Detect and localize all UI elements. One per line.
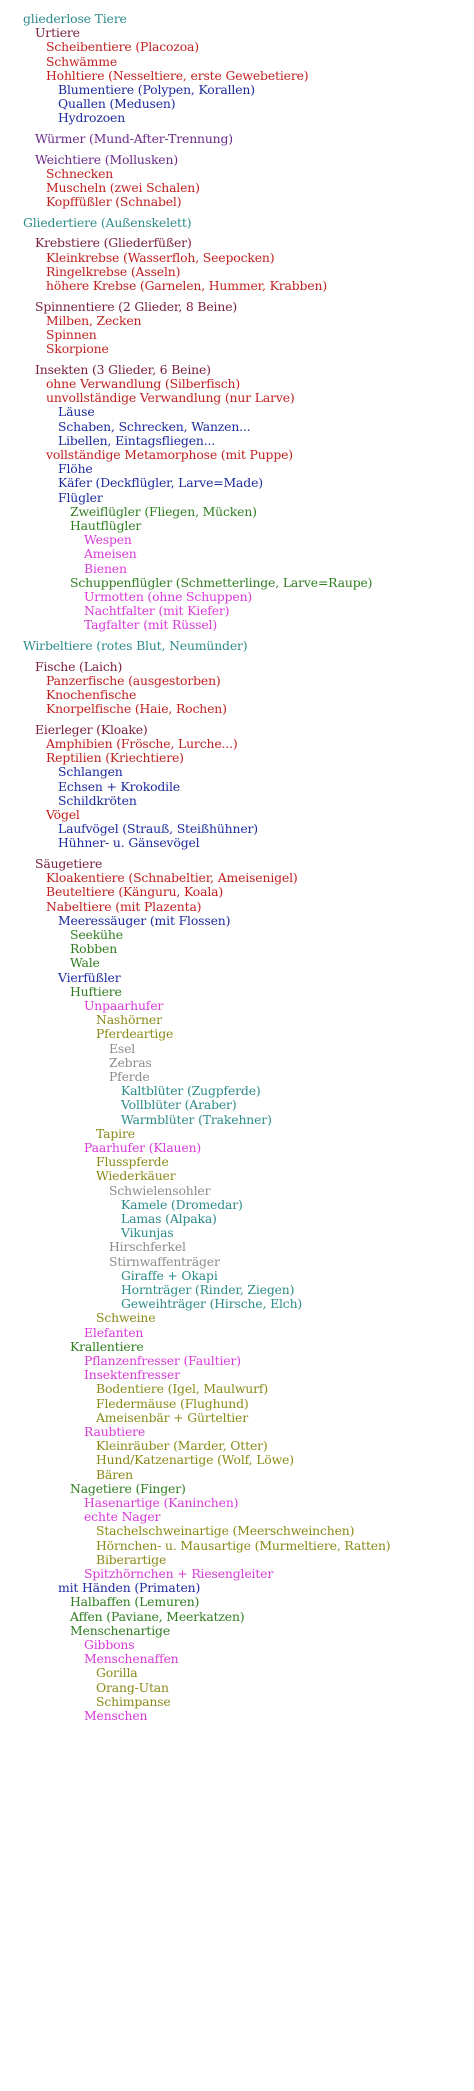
tree-node-level-6: Bodentiere (Igel, Maulwurf) <box>96 1381 269 1397</box>
tree-node-level-1: Spinnentiere (2 Glieder, 8 Beine) <box>35 298 238 314</box>
tree-node-level-4: Hautflügler <box>70 518 142 533</box>
tree-node-level-4: Wale <box>70 955 100 971</box>
tree-node-level-2: Ringelkrebse (Asseln) <box>46 263 181 279</box>
tree-node-level-2: Hohltiere (Nesseltiere, erste Gewebetiere) <box>46 67 309 83</box>
tree-node-level-5: Gibbons <box>84 1637 135 1652</box>
tree-node-level-4: Menschenartige <box>70 1622 171 1638</box>
tree-node-level-2: Knorpelfische (Haie, Rochen) <box>46 701 227 717</box>
tree-node-level-7: Esel <box>109 1040 136 1056</box>
tree-node-level-3: Quallen (Medusen) <box>58 96 176 112</box>
tree-node-level-5: Pflanzenfresser (Faultier) <box>84 1353 241 1368</box>
tree-node-level-8: Warmblüter (Trakehner) <box>121 1111 272 1127</box>
tree-node-level-2: Spinnen <box>46 327 97 342</box>
tree-node-level-6: Kleinräuber (Marder, Otter) <box>96 1438 268 1454</box>
tree-node-level-6: Bären <box>96 1466 133 1482</box>
tree-node-level-6: Schweine <box>96 1310 156 1326</box>
tree-node-level-2: Scheibentiere (Placozoa) <box>46 39 199 55</box>
tree-node-level-1: Fische (Laich) <box>35 658 123 674</box>
tree-node-level-3: Schildkröten <box>58 792 137 808</box>
tree-node-level-5: Spitzhörnchen + Riesengleiter <box>84 1566 274 1581</box>
tree-node-level-2: Vögel <box>46 807 80 822</box>
tree-node-level-3: Schaben, Schrecken, Wanzen... <box>58 418 251 434</box>
tree-node-level-2: Schwämme <box>46 53 118 69</box>
tree-node-level-8: Lamas (Alpaka) <box>121 1211 217 1226</box>
tree-node-level-5: Elefanten <box>84 1324 144 1340</box>
tree-node-level-8: Vikunjas <box>121 1225 174 1241</box>
tree-node-level-3: Schlangen <box>58 764 123 780</box>
tree-node-level-2: Kopffüßler (Schnabel) <box>46 194 182 210</box>
tree-node-level-0: Wirbeltiere (rotes Blut, Neumünder) <box>23 638 248 653</box>
tree-node-level-8: Geweihträger (Hirsche, Elch) <box>121 1296 303 1312</box>
tree-node-level-6: Gorilla <box>96 1665 138 1681</box>
tree-node-level-6: Schimpanse <box>96 1693 171 1709</box>
tree-node-level-1: Weichtiere (Mollusken) <box>35 151 179 167</box>
tree-node-level-2: unvollständige Verwandlung (nur Larve) <box>46 390 295 406</box>
tree-node-level-8: Hornträger (Rinder, Ziegen) <box>121 1282 295 1297</box>
tree-node-level-3: Flöhe <box>58 461 93 477</box>
tree-node-level-1: Eierleger (Kloake) <box>35 721 148 737</box>
tree-node-level-5: Hasenartige (Kaninchen) <box>84 1495 239 1510</box>
tree-node-level-2: vollständige Metamorphose (mit Puppe) <box>46 447 293 462</box>
tree-node-level-8: Kamele (Dromedar) <box>121 1196 243 1212</box>
tree-node-level-5: Paarhufer (Klauen) <box>84 1140 202 1155</box>
tree-node-level-1: Säugetiere <box>35 856 103 871</box>
tree-node-level-2: Milben, Zecken <box>46 312 142 328</box>
tree-node-level-3: Laufvögel (Strauß, Steißhühner) <box>58 821 258 837</box>
tree-node-level-6: Tapire <box>96 1125 135 1141</box>
tree-node-level-2: Reptilien (Kriechtiere) <box>46 750 184 766</box>
tree-node-level-4: Nagetiere (Finger) <box>70 1480 186 1496</box>
tree-node-level-2: Beuteltiere (Känguru, Koala) <box>46 884 224 900</box>
tree-node-level-6: Hörnchen- u. Mausartige (Murmeltiere, Ratten) <box>96 1537 391 1553</box>
tree-node-level-2: Nabeltiere (mit Plazenta) <box>46 898 202 914</box>
tree-node-level-6: Wiederkäuer <box>96 1168 176 1184</box>
tree-node-level-6: Fledermäuse (Flughund) <box>96 1395 249 1411</box>
tree-node-level-5: Unpaarhufer <box>84 998 164 1013</box>
tree-node-level-4: Krallentiere <box>70 1338 144 1354</box>
tree-node-level-2: Schnecken <box>46 165 114 181</box>
tree-node-level-7: Schwielensohler <box>109 1182 211 1198</box>
tree-node-level-5: Urmotten (ohne Schuppen) <box>84 589 253 604</box>
tree-node-level-4: Robben <box>70 941 118 957</box>
tree-node-level-2: Skorpione <box>46 341 109 357</box>
tree-node-level-5: Bienen <box>84 560 127 576</box>
tree-node-level-2: Amphibien (Frösche, Lurche...) <box>46 736 238 751</box>
tree-node-level-4: Affen (Paviane, Meerkatzen) <box>70 1608 245 1624</box>
tree-node-level-2: Muscheln (zwei Schalen) <box>46 180 200 195</box>
tree-node-level-4: Halbaffen (Lemuren) <box>70 1594 200 1610</box>
tree-node-level-5: Wespen <box>84 532 132 548</box>
tree-node-level-8: Giraffe + Okapi <box>121 1267 218 1283</box>
tree-node-level-4: Zweiflügler (Fliegen, Mücken) <box>70 503 257 519</box>
tree-node-level-6: Biberartige <box>96 1551 167 1567</box>
tree-node-level-6: Stachelschweinartige (Meerschweinchen) <box>96 1523 355 1539</box>
tree-node-level-6: Nashörner <box>96 1012 162 1028</box>
tree-node-level-6: Orang-Utan <box>96 1679 169 1695</box>
tree-node-level-5: Raubtiere <box>84 1424 146 1439</box>
tree-node-level-2: höhere Krebse (Garnelen, Hummer, Krabben) <box>46 278 328 293</box>
tree-node-level-2: Panzerfische (ausgestorben) <box>46 672 221 688</box>
tree-node-level-4: Huftiere <box>70 983 122 999</box>
tree-node-level-2: Knochenfische <box>46 687 137 702</box>
tree-node-level-3: Meeressäuger (mit Flossen) <box>58 912 231 928</box>
tree-node-level-1: Urtiere <box>35 25 80 41</box>
tree-node-level-2: Kleinkrebse (Wasserfloh, Seepocken) <box>46 249 275 265</box>
tree-node-level-1: Insekten (3 Glieder, 6 Beine) <box>35 361 211 377</box>
tree-node-level-3: Echsen + Krokodile <box>58 778 180 794</box>
tree-node-level-3: Libellen, Eintagsfliegen... <box>58 432 216 448</box>
tree-node-level-3: Vierfüßler <box>58 969 121 985</box>
tree-node-level-7: Hirschferkel <box>109 1239 186 1255</box>
tree-node-level-5: Nachtfalter (mit Kiefer) <box>84 603 230 619</box>
tree-node-level-6: Hund/Katzenartige (Wolf, Löwe) <box>96 1452 294 1468</box>
tree-node-level-4: Seekühe <box>70 927 123 942</box>
tree-node-level-2: Kloakentiere (Schnabeltier, Ameisenigel) <box>46 870 298 886</box>
tree-node-level-3: Hühner- u. Gänsevögel <box>58 835 200 851</box>
tree-node-level-7: Stirnwaffenträger <box>109 1253 220 1269</box>
tree-node-level-5: Tagfalter (mit Rüssel) <box>84 617 218 633</box>
tree-node-level-3: Flügler <box>58 489 103 505</box>
tree-node-level-5: echte Nager <box>84 1509 161 1525</box>
tree-node-level-0: Gliedertiere (Außenskelett) <box>23 214 192 230</box>
tree-node-level-4: Schuppenflügler (Schmetterlinge, Larve=Raupe) <box>70 574 373 590</box>
tree-node-level-3: Läuse <box>58 404 95 420</box>
tree-node-level-3: Blumentiere (Polypen, Korallen) <box>58 82 255 97</box>
tree-node-level-1: Krebstiere (Gliederfüßer) <box>35 235 192 251</box>
tree-node-level-3: Hydrozoen <box>58 110 126 126</box>
tree-node-level-3: mit Händen (Primaten) <box>58 1580 201 1596</box>
tree-node-level-7: Zebras <box>109 1054 152 1070</box>
tree-node-level-5: Ameisen <box>84 546 137 562</box>
tree-node-level-6: Flusspferde <box>96 1154 169 1170</box>
tree-node-level-8: Vollblüter (Araber) <box>121 1097 237 1113</box>
tree-node-level-5: Menschen <box>84 1708 148 1723</box>
tree-node-level-1: Würmer (Mund-After-Trennung) <box>35 131 233 146</box>
tree-node-level-2: ohne Verwandlung (Silberfisch) <box>46 376 241 391</box>
tree-node-level-6: Pferdeartige <box>96 1026 174 1042</box>
tree-node-level-0: gliederlose Tiere <box>23 11 127 26</box>
tree-node-level-7: Pferde <box>109 1069 150 1084</box>
tree-node-level-6: Ameisenbär + Gürteltier <box>96 1409 248 1425</box>
tree-node-level-5: Menschenaffen <box>84 1651 179 1667</box>
tree-node-level-3: Käfer (Deckflügler, Larve=Made) <box>58 475 263 491</box>
tree-node-level-8: Kaltblüter (Zugpferde) <box>121 1083 261 1099</box>
tree-node-level-5: Insektenfresser <box>84 1367 180 1383</box>
